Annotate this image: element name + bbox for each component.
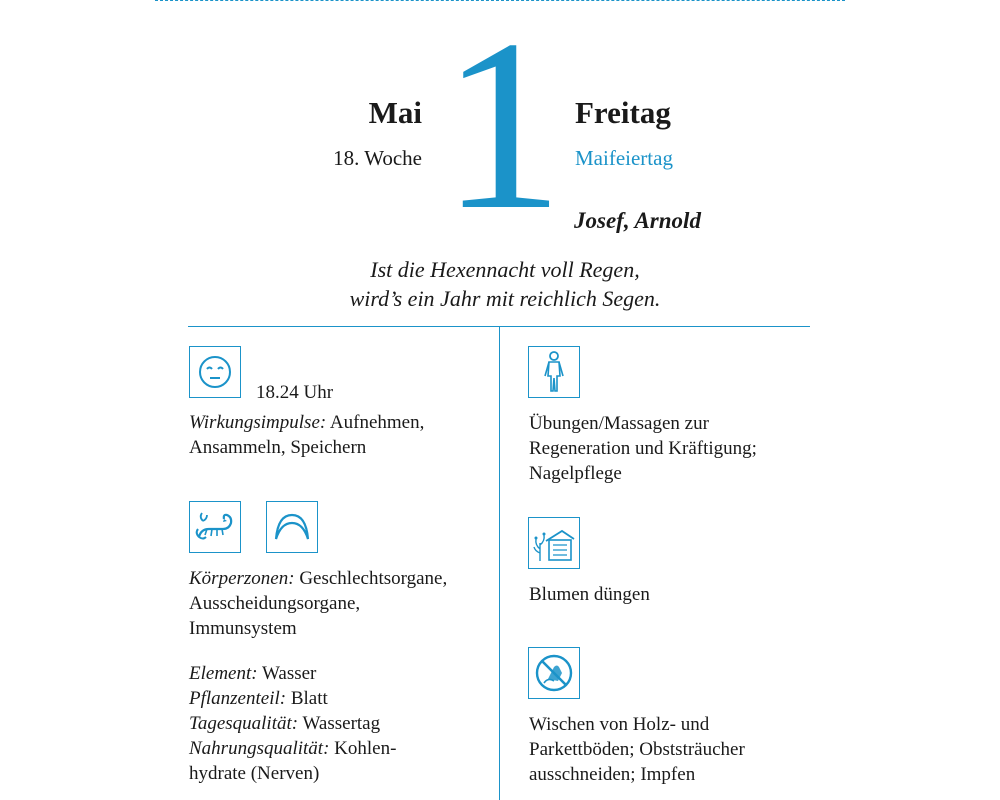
saying-line-1: Ist die Hexennacht voll Regen,	[370, 257, 640, 282]
moon-time: 18.24 Uhr	[256, 382, 334, 403]
avoid-line-3: ausschneiden; Impfen	[529, 764, 696, 785]
saying-line-2: wird’s ein Jahr mit reichlich Segen.	[349, 286, 661, 311]
exercise-line-3: Nagelpflege	[529, 463, 622, 484]
plant-value: Blatt	[286, 688, 328, 709]
body-zones-value-3: Immunsystem	[189, 618, 297, 639]
element-value: Wasser	[257, 663, 317, 684]
weekday-label: Freitag	[575, 95, 671, 130]
impulse-label: Wirkungsimpulse:	[189, 412, 327, 433]
month-label: Mai	[368, 95, 422, 130]
impulse-value-2: Ansammeln, Speichern	[189, 437, 367, 458]
plant-label: Pflanzenteil:	[189, 688, 287, 709]
avoid-line-1: Wischen von Holz- und	[529, 714, 710, 735]
body-zones-value-1: Geschlechtsorgane,	[294, 568, 448, 589]
exercise-line-1: Übungen/Massagen zur	[529, 413, 709, 434]
holiday-label: Maifeiertag	[575, 146, 673, 170]
avoid-text	[529, 712, 819, 787]
food-quality-label: Nahrungsqualität:	[189, 738, 330, 759]
house-plant-icon	[528, 517, 580, 569]
day-number: 1	[441, 0, 564, 260]
day-quality-value: Wassertag	[298, 713, 381, 734]
body-zones-label: Körperzonen:	[189, 568, 295, 589]
exercise-line-2: Regeneration und Kräftigung;	[529, 438, 757, 459]
week-label: 18. Woche	[333, 146, 422, 170]
food-quality-value-1: Kohlen-	[329, 738, 397, 759]
impulse-value-1: Aufnehmen,	[326, 412, 425, 433]
scorpion-icon	[189, 501, 241, 553]
day-quality-label: Tagesqualität:	[189, 713, 299, 734]
garden-text: Blumen düngen	[529, 584, 650, 605]
vertical-divider	[499, 326, 500, 800]
human-body-icon	[528, 346, 580, 398]
name-days: Josef, Arnold	[574, 208, 701, 233]
body-zones-value-2: Ausscheidungsorgane,	[189, 593, 361, 614]
food-quality-value-2: hydrate (Nerven)	[189, 763, 320, 784]
avoid-line-2: Parkettböden; Obststräucher	[529, 739, 745, 760]
element-label: Element:	[189, 663, 258, 684]
body-zones-text	[189, 566, 494, 641]
impulse-text	[189, 410, 489, 460]
exercise-text	[529, 411, 819, 486]
face-icon	[189, 346, 241, 398]
waxing-moon-icon	[266, 501, 318, 553]
qualities-text	[189, 661, 494, 786]
no-cleaning-icon	[528, 647, 580, 699]
